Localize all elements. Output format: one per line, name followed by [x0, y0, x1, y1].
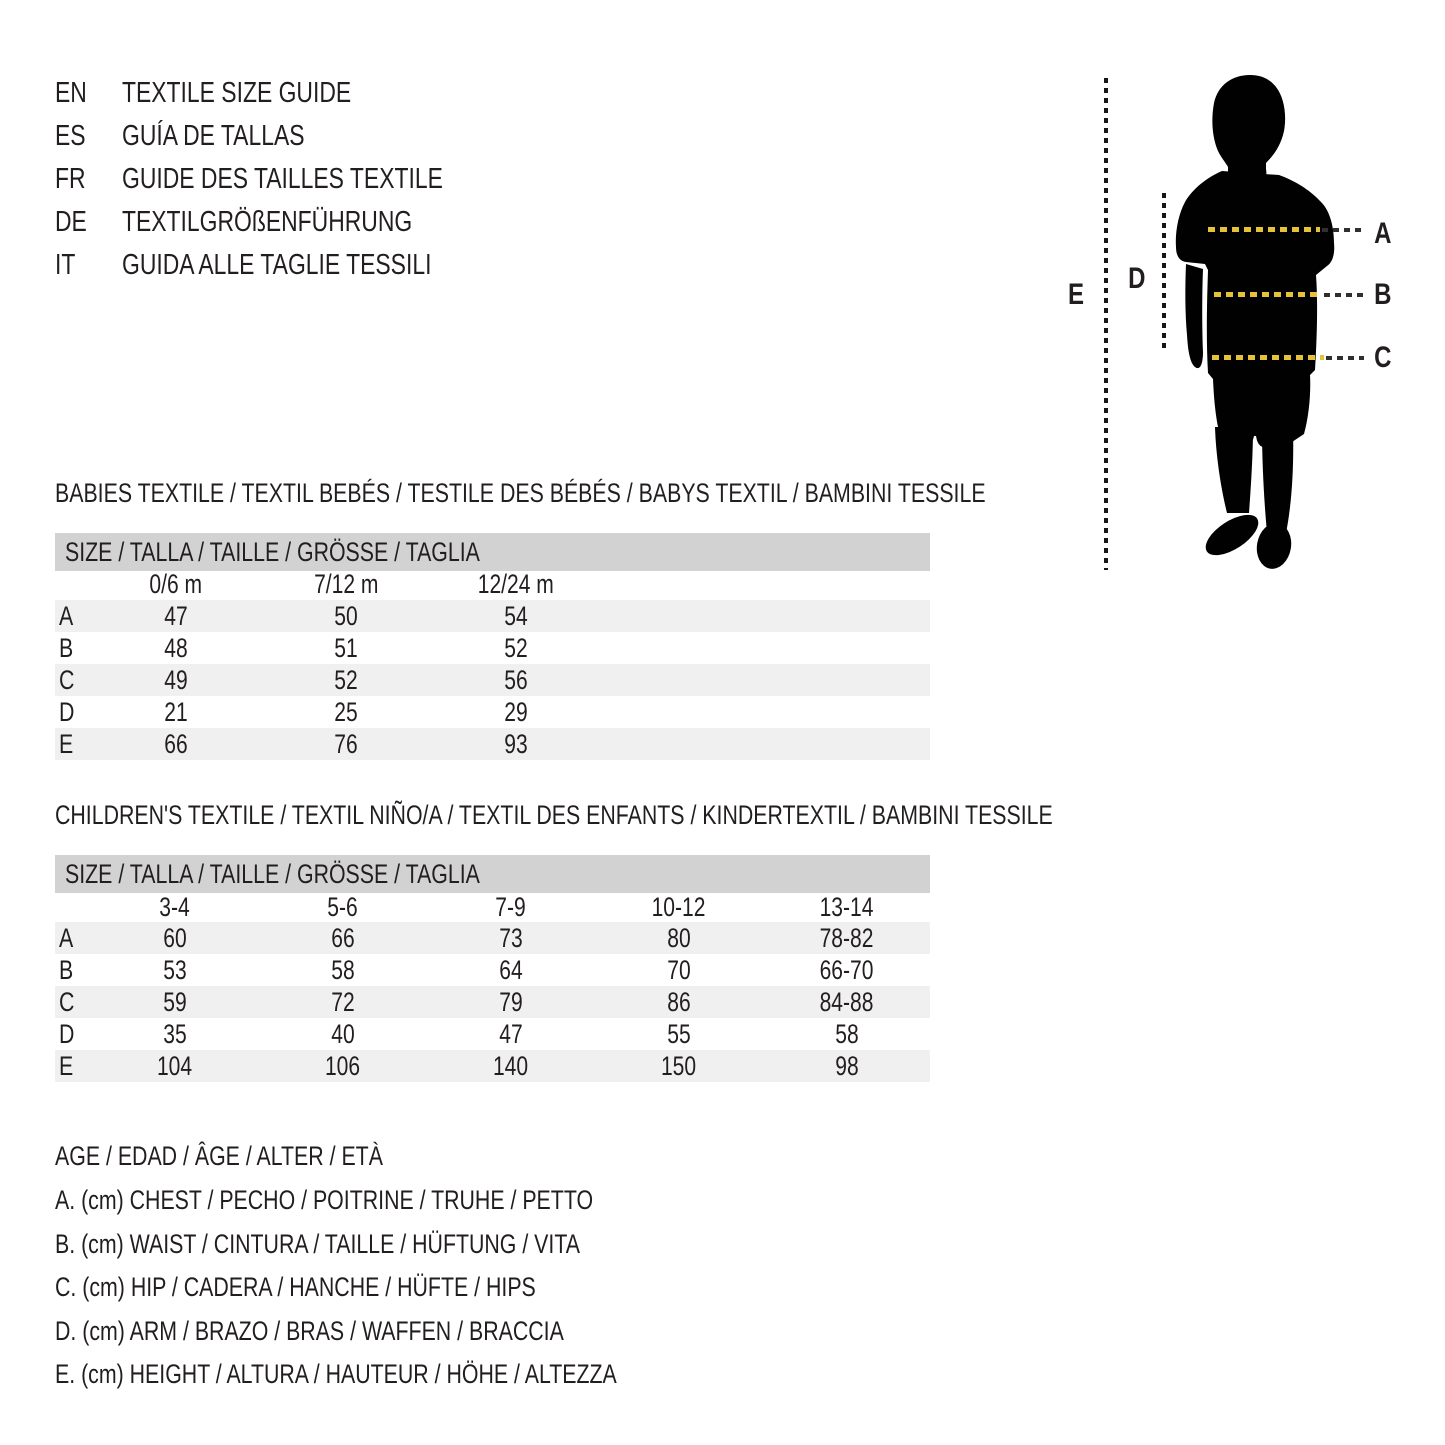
- row-label: A: [59, 922, 74, 953]
- cell-value: 52: [334, 664, 358, 695]
- row-label: A: [59, 600, 74, 631]
- cell-value: 29: [504, 696, 528, 727]
- cell-value: 47: [164, 600, 188, 631]
- cell-value: 93: [504, 728, 528, 759]
- cell-value: 59: [163, 986, 187, 1017]
- row-label: E: [59, 728, 74, 759]
- cell-value: 104: [157, 1050, 193, 1081]
- cell-value: 21: [164, 696, 188, 727]
- cell-value: 47: [499, 1018, 523, 1049]
- silhouette-right-shoe: [1253, 520, 1294, 571]
- legend-age: AGE / EDAD / ÂGE / ALTER / ETÀ: [55, 1141, 383, 1171]
- babies-size-header-text: SIZE / TALLA / TAILLE / GRÖSSE / TAGLIA: [65, 536, 480, 567]
- language-row-de: [55, 207, 489, 237]
- cell-value: 76: [334, 728, 358, 759]
- measure-label-a: A: [1374, 217, 1392, 250]
- chest-a-dashed-line-dark: [1322, 228, 1364, 232]
- silhouette-left-shoe: [1199, 507, 1265, 563]
- language-code: EN: [55, 77, 87, 109]
- guide-title-es: GUÍA DE TALLAS: [122, 120, 305, 152]
- babies-col-header: 12/24 m: [477, 568, 555, 599]
- row-label: B: [59, 954, 74, 985]
- language-code: DE: [55, 206, 87, 238]
- silhouette-arm: [1185, 264, 1203, 368]
- babies-row-d: [55, 696, 930, 728]
- language-row-it: [55, 250, 514, 280]
- language-row-en: [55, 78, 412, 108]
- babies-row-a: [55, 600, 930, 632]
- cell-value: 64: [499, 954, 523, 985]
- children-size-header-text: SIZE / TALLA / TAILLE / GRÖSSE / TAGLIA: [65, 858, 480, 889]
- legend-a-chest: A. (cm) CHEST / PECHO / POITRINE / TRUHE / PETTO: [55, 1185, 594, 1215]
- language-code: ES: [55, 120, 86, 152]
- arm-d-dotted-line: [1162, 193, 1166, 353]
- babies-table-title: BABIES TEXTILE / TEXTIL BEBÉS / TESTILE DES BÉBÉS / BABYS TEXTIL / BAMBINI TESSILE: [55, 478, 986, 508]
- children-col-header: 5-6: [327, 891, 359, 922]
- children-col-header: 13-14: [820, 891, 874, 922]
- children-row-a: [55, 922, 930, 954]
- guide-title-fr: GUIDE DES TAILLES TEXTILE: [122, 163, 443, 195]
- cell-value: 25: [334, 696, 358, 727]
- measure-label-b: B: [1374, 278, 1392, 311]
- measure-label-c: C: [1374, 341, 1392, 374]
- language-row-fr: [55, 164, 528, 194]
- silhouette-right-leg: [1262, 427, 1293, 533]
- cell-value: 60: [163, 922, 187, 953]
- babies-row-c: [55, 664, 930, 696]
- cell-value: 58: [331, 954, 355, 985]
- children-row-d: [55, 1018, 930, 1050]
- legend-b-waist: B. (cm) WAIST / CINTURA / TAILLE / HÜFTUNG / VITA: [55, 1229, 581, 1259]
- cell-value: 52: [504, 632, 528, 663]
- cell-value: 53: [163, 954, 187, 985]
- cell-value: 66: [331, 922, 355, 953]
- guide-title-it: GUIDA ALLE TAGLIE TESSILI: [122, 249, 432, 281]
- legend-d-arm: D. (cm) ARM / BRAZO / BRAS / WAFFEN / BRACCIA: [55, 1316, 564, 1346]
- row-label: C: [59, 986, 75, 1017]
- language-row-es: [55, 121, 353, 151]
- children-row-c: [55, 986, 930, 1018]
- cell-value: 72: [331, 986, 355, 1017]
- children-row-e: [55, 1050, 930, 1082]
- children-table-title: CHILDREN'S TEXTILE / TEXTIL NIÑO/A / TEXTIL DES ENFANTS / KINDERTEXTIL / BAMBINI TESSILE: [55, 800, 1053, 830]
- measure-label-e: E: [1068, 278, 1085, 311]
- cell-value: 70: [667, 954, 691, 985]
- silhouette-head: [1212, 75, 1285, 184]
- babies-row-b: [55, 632, 930, 664]
- row-label: C: [59, 664, 75, 695]
- row-label: D: [59, 1018, 75, 1049]
- hip-c-dashed-line-yellow: [1212, 355, 1324, 360]
- chest-a-dashed-line-yellow: [1208, 227, 1320, 232]
- measure-label-d: D: [1128, 262, 1146, 295]
- children-col-header: 7-9: [495, 891, 527, 922]
- cell-value: 48: [164, 632, 188, 663]
- cell-value: 80: [667, 922, 691, 953]
- children-col-header: 10-12: [652, 891, 706, 922]
- language-code: FR: [55, 163, 86, 195]
- cell-value: 56: [504, 664, 528, 695]
- cell-value: 58: [835, 1018, 859, 1049]
- hip-c-dashed-line-dark: [1326, 356, 1364, 360]
- children-col-header: 3-4: [159, 891, 191, 922]
- babies-col-header: 0/6 m: [149, 568, 203, 599]
- babies-row-e: [55, 728, 930, 760]
- legend-e-height: E. (cm) HEIGHT / ALTURA / HAUTEUR / HÖHE / ALTEZZA: [55, 1359, 617, 1389]
- cell-value: 50: [334, 600, 358, 631]
- cell-value: 66-70: [820, 954, 874, 985]
- children-size-header-bar: [55, 855, 930, 893]
- children-row-b: [55, 954, 930, 986]
- row-label: D: [59, 696, 75, 727]
- cell-value: 78-82: [820, 922, 874, 953]
- cell-value: 150: [661, 1050, 697, 1081]
- cell-value: 79: [499, 986, 523, 1017]
- cell-value: 86: [667, 986, 691, 1017]
- cell-value: 40: [331, 1018, 355, 1049]
- cell-value: 66: [164, 728, 188, 759]
- row-label: B: [59, 632, 74, 663]
- cell-value: 51: [334, 632, 358, 663]
- cell-value: 84-88: [820, 986, 874, 1017]
- children-column-headers: [55, 893, 930, 921]
- cell-value: 106: [325, 1050, 361, 1081]
- cell-value: 55: [667, 1018, 691, 1049]
- cell-value: 54: [504, 600, 528, 631]
- cell-value: 140: [493, 1050, 529, 1081]
- waist-b-dashed-line-dark: [1324, 293, 1364, 297]
- cell-value: 98: [835, 1050, 859, 1081]
- cell-value: 73: [499, 922, 523, 953]
- babies-size-header-bar: [55, 533, 930, 571]
- legend-c-hip: C. (cm) HIP / CADERA / HANCHE / HÜFTE / HIPS: [55, 1272, 536, 1302]
- babies-column-headers: [55, 570, 930, 598]
- cell-value: 35: [163, 1018, 187, 1049]
- waist-b-dashed-line-yellow: [1214, 292, 1322, 297]
- guide-title-de: TEXTILGRÖßENFÜHRUNG: [122, 206, 413, 238]
- row-label: E: [59, 1050, 74, 1081]
- guide-title-en: TEXTILE SIZE GUIDE: [122, 77, 352, 109]
- language-code: IT: [55, 249, 76, 281]
- babies-col-header: 7/12 m: [313, 568, 379, 599]
- cell-value: 49: [164, 664, 188, 695]
